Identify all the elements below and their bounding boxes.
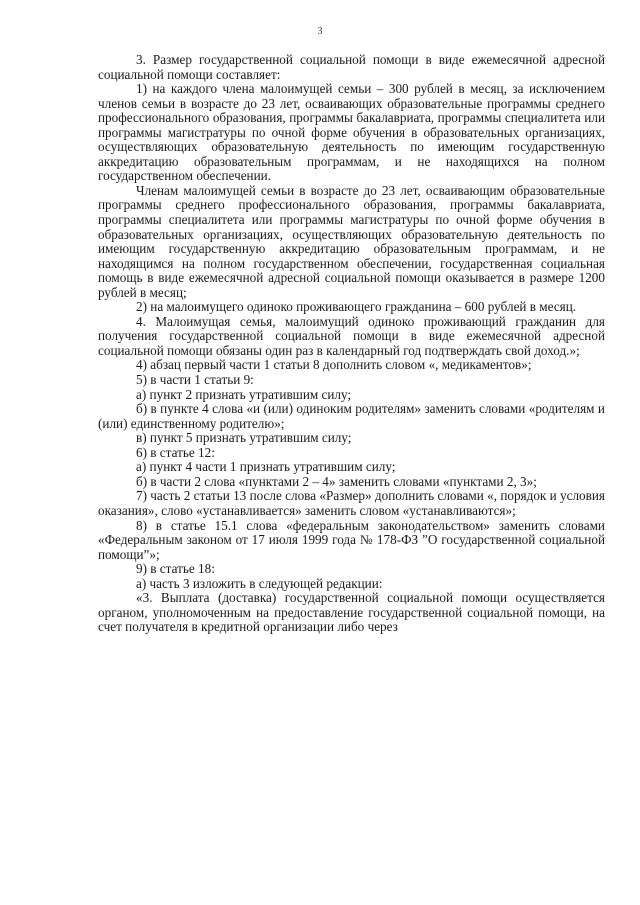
- paragraph-amendment-5b: б) в пункте 4 слова «и (или) одиноким родителям» заменить словами «родителям и (или) единственному родителю»;: [98, 401, 605, 431]
- paragraph-amendment-5: 5) в части 1 статьи 9:: [136, 372, 254, 388]
- paragraph-4-income-confirmation: 4. Малоимущая семья, малоимущий одиноко проживающий гражданин для получения государственной социальной помощи в виде ежемесячной адресной социальной помощи обязаны один раз в календарный год подтверждать свой доход.»;: [98, 313, 605, 358]
- paragraph-item-2-single-citizen: 2) на малоимущего одиноко проживающего гражданина – 600 рублей в месяц.: [136, 299, 577, 315]
- paragraph-amendment-8: 8) в статье 15.1 слова «федеральным законодательством» заменить словами «Федеральным законом от 17 июля 1999 года № 178-ФЗ ”О государственной социальной помощи”»;: [98, 517, 605, 562]
- paragraph-3-size-of-assistance: 3. Размер государственной социальной помощи в виде ежемесячной адресной социальной помощи составляет:: [98, 52, 605, 82]
- paragraph-amendment-7: 7) часть 2 статьи 13 после слова «Размер» дополнить словами «, порядок и условия оказания», слово «устанавливается» заменить словом «устанавливаются»;: [98, 488, 605, 518]
- paragraph-amendment-9a: а) часть 3 изложить в следующей редакции:: [136, 575, 383, 591]
- paragraph-amendment-5v: в) пункт 5 признать утратившим силу;: [136, 430, 352, 446]
- paragraph-amendment-6: 6) в статье 12:: [136, 444, 215, 460]
- paragraph-amendment-6a: а) пункт 4 части 1 признать утратившим силу;: [136, 459, 396, 475]
- paragraph-amendment-4: 4) абзац первый части 1 статьи 8 дополнить словом «, медикаментов»;: [136, 357, 532, 373]
- paragraph-students-under-23: Членам малоимущей семьи в возрасте до 23 лет, осваивающим образовательные программы среднего профессионального образования, программы бакалавриата, программы специалитета или программы магистратуры по очной форме обучения в образовательных организациях, осуществляющих образовательную деятельность по имеющим государственную аккредитацию образовательным программам, и не находящимся на полном государственном обеспечении, государственная социальная помощь в виде ежемесячной адресной социальной помощи оказывается в размере 1200 рублей в месяц;: [98, 182, 605, 300]
- paragraph-amendment-9: 9) в статье 18:: [136, 561, 215, 577]
- paragraph-new-part-3-payment: «3. Выплата (доставка) государственной социальной помощи осуществляется органом, уполномоченным на предоставление государственной социальной помощи, на счет получателя в кредитной организации либо через: [98, 590, 605, 635]
- page-number: 3: [317, 26, 323, 37]
- paragraph-amendment-6b: б) в части 2 слова «пунктами 2 – 4» заменить словами «пунктами 2, 3»;: [136, 473, 537, 489]
- document-body: [98, 53, 605, 635]
- paragraph-amendment-5a: а) пункт 2 признать утратившим силу;: [136, 386, 352, 402]
- paragraph-item-1-family-member: 1) на каждого члена малоимущей семьи – 300 рублей в месяц, за исключением членов семьи в возрасте до 23 лет, осваивающих образовательные программы среднего профессионального образования, программы бакалавриата, программы специалитета или программы магистратуры по очной форме обучения в образовательных организациях, осуществляющих образовательную деятельность по имеющим государственную аккредитацию образовательным программам, и не находящихся на полном государственном обеспечении.: [98, 81, 605, 184]
